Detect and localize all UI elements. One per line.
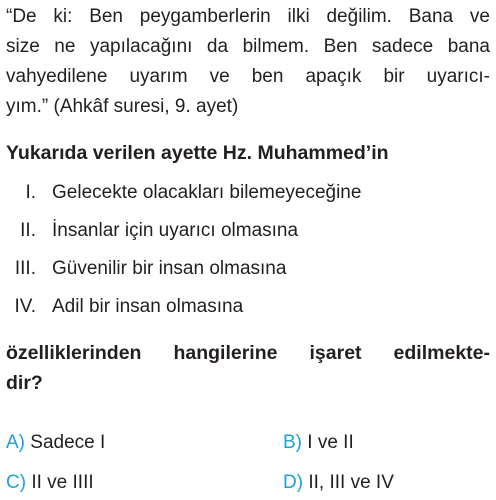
statement-text: Güvenilir bir insan olmasına	[52, 258, 287, 279]
question-text	[6, 338, 490, 398]
quote-line: “De ki: Ben peygamberlerin ilki değilim. Bana ve	[6, 6, 490, 27]
option-letter: B)	[283, 432, 302, 453]
quote-line: yım.” (Ahkâf suresi, 9. ayet)	[6, 96, 239, 117]
statement-number: III.	[14, 258, 36, 279]
statement-number: I.	[25, 182, 36, 203]
option-d[interactable]	[283, 470, 394, 496]
statement-text: İnsanlar için uyarıcı olmasına	[52, 220, 299, 241]
option-a[interactable]	[6, 430, 105, 456]
option-text: II, III ve IV	[308, 472, 394, 493]
option-letter: C)	[6, 472, 27, 493]
option-c[interactable]	[6, 470, 94, 496]
statement-text: Gelecekte olacakları bilemeyeceğine	[52, 182, 362, 203]
question-stem: Yukarıda verilen ayette Hz. Muhammed’in	[6, 142, 389, 164]
question-line: dir?	[6, 372, 43, 394]
quote-line: vahyedilene uyarım ve ben apaçık bir uyarıcı-	[6, 66, 490, 87]
option-letter: D)	[283, 472, 304, 493]
option-b[interactable]	[283, 430, 354, 456]
verse-quote	[6, 2, 490, 122]
option-text: I ve II	[307, 432, 354, 453]
statement-number: IV.	[14, 296, 36, 317]
statement-text: Adil bir insan olmasına	[52, 296, 244, 317]
question-line: özelliklerinden hangilerine işaret edilmekte-	[6, 342, 490, 364]
option-text: Sadece I	[30, 432, 106, 453]
option-text: II ve IIII	[31, 472, 94, 493]
statement-number: II.	[20, 220, 36, 241]
quote-line: size ne yapılacağını da bilmem. Ben sadece bana	[6, 36, 490, 57]
option-letter: A)	[6, 432, 25, 453]
